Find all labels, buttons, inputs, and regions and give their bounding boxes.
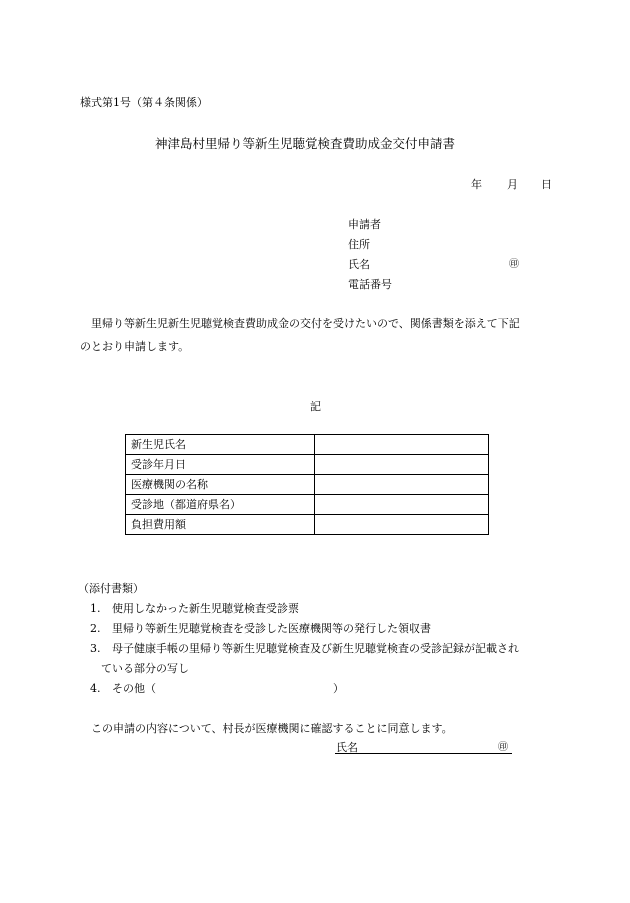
exam-location-value[interactable] [315,495,489,515]
newborn-name-label: 新生児氏名 [126,435,315,455]
date-month-label: 月 [507,178,518,191]
page-title: 神津島村里帰り等新生児聴覚検査費助成金交付申請書 [155,136,456,151]
applicant-phone-label: 電話番号 [348,278,392,291]
cost-amount-label: 負担費用額 [126,515,315,535]
cost-amount-value[interactable] [315,515,489,535]
date-year-label: 年 [471,178,482,191]
attachment-3-text-cont: ている部分の写し [101,662,189,675]
consent-seal-mark: ㊞ [498,742,508,753]
attachment-1-number: 1. [90,602,101,615]
attachment-4-number: 4. [90,682,101,695]
attachment-2-text: 里帰り等新生児聴覚検査を受診した医療機関等の発行した領収書 [112,622,431,635]
ki-heading: 記 [310,400,321,413]
attachment-3-number: 3. [90,642,101,655]
table-row [126,495,489,515]
table-row [126,475,489,495]
institution-name-value[interactable] [315,475,489,495]
exam-date-label: 受診年月日 [126,455,315,475]
applicant-seal-mark: ㊞ [509,259,519,270]
attachment-2-number: 2. [90,622,101,635]
applicant-name-label: 氏名 [348,258,370,271]
exam-date-value[interactable] [315,455,489,475]
attachment-3-text: 母子健康手帳の里帰り等新生児聴覚検査及び新生児聴覚検査の受診記録が記載され [112,642,519,655]
signature-line[interactable] [335,753,512,754]
attachment-4-close-paren: ） [333,682,344,695]
table-row [126,515,489,535]
newborn-name-value[interactable] [315,435,489,455]
consent-name-label: 氏名 [336,741,358,754]
body-text-line-1: 里帰り等新生児新生児聴覚検査費助成金の交付を受けたいので、関係書類を添えて下記 [91,317,520,330]
body-text-line-2: のとおり申請します。 [80,340,190,353]
attachment-1-text: 使用しなかった新生児聴覚検査受診票 [112,602,299,615]
table-row [126,435,489,455]
exam-location-label: 受診地（都道府県名） [126,495,315,515]
application-table [125,434,489,535]
attachments-heading: （添付書類） [78,582,144,595]
date-day-label: 日 [541,178,552,191]
applicant-heading: 申請者 [348,218,381,231]
consent-text: この申請の内容について、村長が医療機関に確認することに同意します。 [91,722,453,735]
table-row [126,455,489,475]
attachment-4-text: その他（ [112,682,156,695]
form-number: 様式第1号（第４条関係） [80,96,208,109]
institution-name-label: 医療機関の名称 [126,475,315,495]
applicant-address-label: 住所 [348,238,370,251]
